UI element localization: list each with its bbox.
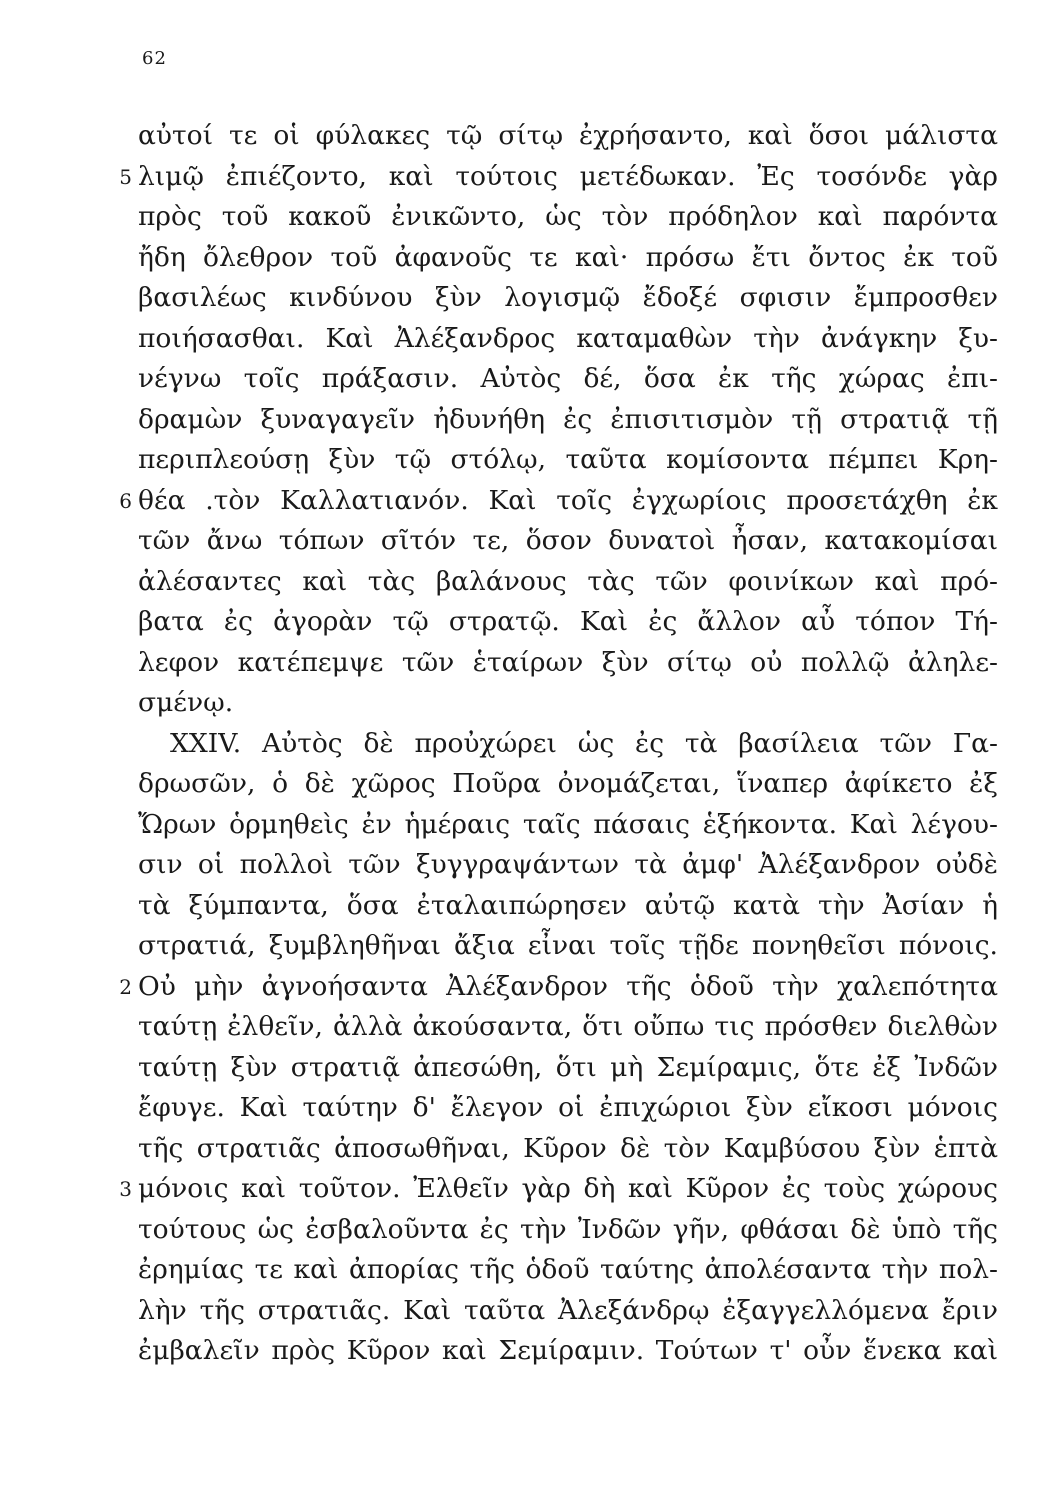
- text-line: [138, 926, 998, 967]
- line-text: XXIV. Αὐτὸς δὲ προὐχώρει ὡς ἐς τὰ βασίλεια τῶν Γα-: [170, 727, 998, 759]
- text-line: [119, 1169, 998, 1210]
- section-number: 3: [119, 1177, 132, 1201]
- line-text: τὰ ξύμπαντα, ὅσα ἐταλαιπώρησεν αὐτῷ κατὰ τὴν Ἀσίαν ἡ: [138, 889, 998, 921]
- text-line: [138, 400, 998, 441]
- line-text: ἐρημίας τε καὶ ἀπορίας τῆς ὁδοῦ ταύτης ἀπολέσαντα τὴν πολ-: [138, 1254, 998, 1285]
- line-text: Οὐ μὴν ἀγνοήσαντα Ἀλέξανδρον τῆς ὁδοῦ τὴν χαλεπότητα: [138, 970, 998, 1002]
- text-line: [138, 1331, 998, 1372]
- section-number: 5: [119, 164, 132, 189]
- text-line: [138, 845, 998, 886]
- text-line: [138, 1129, 998, 1170]
- greek-text-body: [119, 116, 998, 1372]
- text-line: [138, 724, 998, 765]
- text-line: [138, 116, 998, 157]
- line-text: λὴν τῆς στρατιᾶς. Καὶ ταῦτα Ἀλεξάνδρῳ ἐξαγγελλόμενα ἔριν: [138, 1294, 998, 1326]
- line-text: θέα .τὸν Καλλατιανόν. Καὶ τοῖς ἐγχωρίοις προσετάχθη ἐκ: [138, 484, 998, 516]
- line-text: ταύτῃ ξὺν στρατιᾷ ἀπεσώθη, ὅτι μὴ Σεμίραμις, ὅτε ἐξ Ἰνδῶν: [138, 1051, 998, 1083]
- text-line: [119, 481, 998, 522]
- line-text: βασιλέως κινδύνου ξὺν λογισμῷ ἔδοξέ σφισιν ἔμπροσθεν: [138, 282, 998, 313]
- line-text: λιμῷ ἐπιέζοντο, καὶ τούτοις μετέδωκαν. Ἐς τοσόνδε γὰρ: [138, 160, 998, 192]
- text-line: [138, 562, 998, 603]
- line-text: βατα ἐς ἀγορὰν τῷ στρατῷ. Καὶ ἐς ἄλλον αὖ τόπον Τή-: [138, 606, 998, 637]
- text-line: [138, 683, 998, 724]
- text-line: [138, 1007, 998, 1048]
- text-line: [138, 602, 998, 643]
- line-text: δρωσῶν, ὁ δὲ χῶρος Ποῦρα ὀνομάζεται, ἵναπερ ἀφίκετο ἐξ: [138, 768, 998, 799]
- text-line: [138, 238, 998, 279]
- text-line: [138, 278, 998, 319]
- text-line: [138, 1291, 998, 1332]
- text-line: [138, 1088, 998, 1129]
- line-text: ποιήσασθαι. Καὶ Ἀλέξανδρος καταμαθὼν τὴν ἀνάγκην ξυ-: [138, 322, 998, 354]
- text-line: [138, 886, 998, 927]
- line-text: δραμὼν ξυναγαγεῖν ἠδυνήθη ἐς ἐπισιτισμὸν τῇ στρατιᾷ τῇ: [138, 403, 998, 435]
- line-text: ἐμβαλεῖν πρὸς Κῦρον καὶ Σεμίραμιν. Τούτων τ' οὖν ἕνεκα καὶ: [138, 1335, 998, 1366]
- text-line: [138, 197, 998, 238]
- text-line: [138, 764, 998, 805]
- line-text: ἀλέσαντες καὶ τὰς βαλάνους τὰς τῶν φοινίκων καὶ πρό-: [138, 565, 998, 597]
- line-text: μόνοις καὶ τοῦτον. Ἐλθεῖν γὰρ δὴ καὶ Κῦρον ἐς τοὺς χώρους: [138, 1173, 998, 1204]
- line-text: αὐτοί τε οἱ φύλακες τῷ σίτῳ ἐχρήσαντο, καὶ ὅσοι μάλιστα: [138, 120, 998, 151]
- line-text: Ὤρων ὁρμηθεὶς ἐν ἡμέραις ταῖς πάσαις ἑξήκοντα. Καὶ λέγου-: [138, 808, 998, 840]
- line-text: σιν οἱ πολλοὶ τῶν ξυγγραψάντων τὰ ἀμφ' Ἀλέξανδρον οὐδὲ: [138, 849, 998, 880]
- line-text: ἔφυγε. Καὶ ταύτην δ' ἔλεγον οἱ ἐπιχώριοι ξὺν εἴκοσι μόνοις: [138, 1092, 998, 1123]
- text-line: [138, 1250, 998, 1291]
- section-number: 6: [119, 488, 132, 513]
- line-text: σμένῳ.: [138, 687, 234, 718]
- text-line: [138, 643, 998, 684]
- section-number: 2: [119, 974, 132, 999]
- line-text: τούτους ὡς ἐσβαλοῦντα ἐς τὴν Ἰνδῶν γῆν, φθάσαι δὲ ὑπὸ τῆς: [138, 1213, 998, 1245]
- line-text: τῶν ἄνω τόπων σῖτόν τε, ὅσον δυνατοὶ ἦσαν, κατακομίσαι: [138, 525, 998, 556]
- text-line: [138, 319, 998, 360]
- text-line: [138, 1048, 998, 1089]
- text-line: [119, 967, 998, 1008]
- text-line: [138, 805, 998, 846]
- text-line: [138, 521, 998, 562]
- page-number: 62: [142, 48, 167, 69]
- line-text: ἤδη ὄλεθρον τοῦ ἀφανοῦς τε καὶ· πρόσω ἔτι ὄντος ἐκ τοῦ: [138, 241, 998, 273]
- line-text: νέγνω τοῖς πράξασιν. Αὐτὸς δέ, ὅσα ἐκ τῆς χώρας ἐπι-: [138, 363, 998, 394]
- line-text: ταύτῃ ἐλθεῖν, ἀλλὰ ἀκούσαντα, ὅτι οὔπω τις πρόσθεν διελθὼν: [138, 1011, 998, 1042]
- text-line: [119, 157, 998, 198]
- line-text: στρατιά, ξυμβληθῆναι ἄξια εἶναι τοῖς τῇδε πονηθεῖσι πόνοις.: [138, 930, 998, 961]
- line-text: λεφον κατέπεμψε τῶν ἑταίρων ξὺν σίτῳ οὐ πολλῷ ἀληλε-: [138, 646, 998, 678]
- line-text: περιπλεούσῃ ξὺν τῷ στόλῳ, ταῦτα κομίσοντα πέμπει Κρη-: [138, 444, 998, 475]
- text-line: [138, 440, 998, 481]
- line-text: πρὸς τοῦ κακοῦ ἐνικῶντο, ὡς τὸν πρόδηλον καὶ παρόντα: [138, 201, 998, 232]
- text-line: [138, 1210, 998, 1251]
- text-line: [138, 359, 998, 400]
- line-text: τῆς στρατιᾶς ἀποσωθῆναι, Κῦρον δὲ τὸν Καμβύσου ξὺν ἑπτὰ: [138, 1132, 998, 1164]
